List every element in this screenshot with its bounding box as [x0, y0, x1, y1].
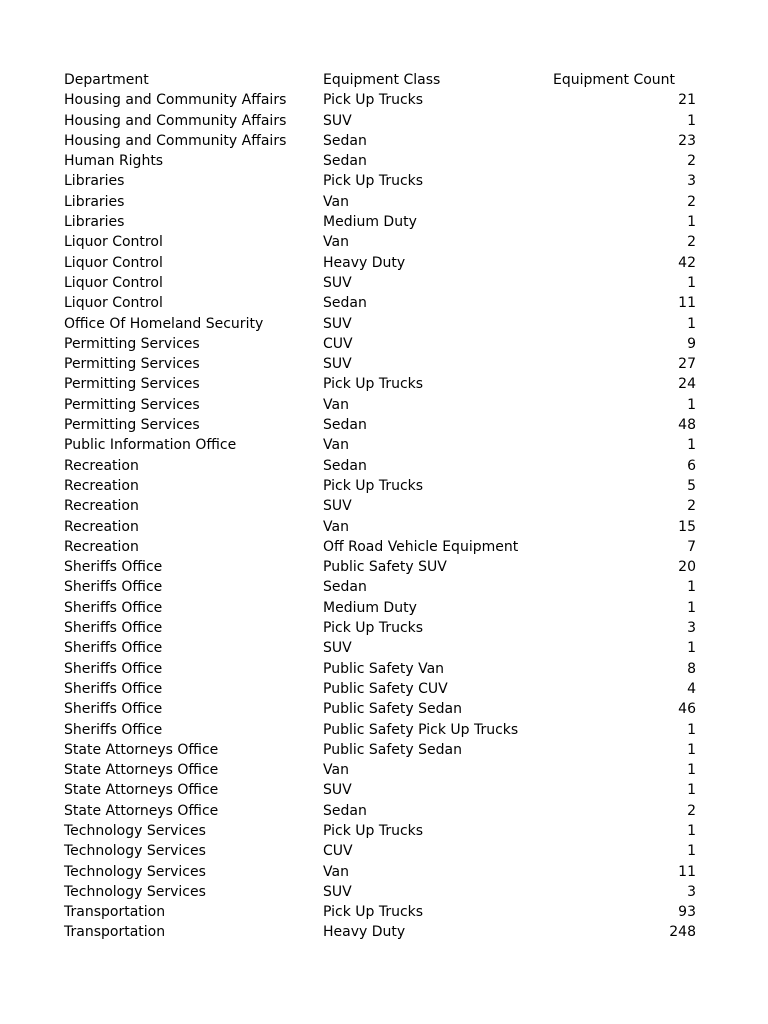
cell-equipment-class: Sedan	[323, 802, 367, 819]
cell-equipment-count: 1	[687, 112, 696, 129]
cell-equipment-class: Heavy Duty	[323, 924, 406, 941]
cell-equipment-class: Public Safety Sedan	[323, 701, 462, 718]
cell-equipment-count: 248	[669, 924, 696, 941]
cell-equipment-count: 46	[678, 701, 696, 718]
cell-equipment-count: 1	[687, 843, 696, 860]
cell-equipment-count: 1	[687, 437, 696, 454]
cell-department: Liquor Control	[64, 234, 163, 251]
cell-equipment-count: 7	[687, 538, 696, 555]
table-row	[64, 111, 704, 131]
cell-equipment-count: 21	[678, 92, 696, 109]
cell-department: Technology Services	[64, 822, 206, 839]
cell-equipment-class: Van	[323, 762, 349, 779]
table-row	[64, 476, 704, 496]
cell-department: Permitting Services	[64, 396, 200, 413]
table-row	[64, 456, 704, 476]
table-row	[64, 151, 704, 171]
table-row	[64, 435, 704, 455]
cell-equipment-class: Pick Up Trucks	[323, 620, 424, 637]
table-row	[64, 374, 704, 394]
cell-equipment-class: Public Safety SUV	[323, 559, 447, 576]
cell-equipment-class: Pick Up Trucks	[323, 173, 424, 190]
cell-equipment-count: 2	[687, 802, 696, 819]
cell-equipment-count: 1	[687, 782, 696, 799]
cell-equipment-class: Sedan	[323, 457, 367, 474]
table-row	[64, 922, 704, 942]
cell-equipment-count: 5	[687, 477, 696, 494]
table-row	[64, 90, 704, 110]
cell-equipment-count: 3	[687, 620, 696, 637]
cell-department: Sheriffs Office	[64, 680, 163, 697]
table-row	[64, 882, 704, 902]
cell-department: Recreation	[64, 538, 139, 555]
cell-equipment-class: Pick Up Trucks	[323, 92, 424, 109]
cell-department: Permitting Services	[64, 417, 200, 434]
cell-equipment-count: 1	[687, 315, 696, 332]
cell-equipment-count: 42	[678, 254, 696, 271]
cell-equipment-class: Medium Duty	[323, 214, 417, 231]
table-body	[64, 90, 704, 942]
cell-department: Transportation	[64, 904, 166, 921]
table-row	[64, 760, 704, 780]
table-row	[64, 395, 704, 415]
table-row	[64, 659, 704, 679]
cell-equipment-count: 24	[678, 376, 696, 393]
cell-equipment-class: Public Safety Van	[323, 660, 445, 677]
cell-equipment-count: 1	[687, 721, 696, 738]
cell-equipment-count: 1	[687, 579, 696, 596]
cell-equipment-class: CUV	[323, 843, 353, 860]
cell-department: Libraries	[64, 173, 125, 190]
cell-department: Permitting Services	[64, 356, 200, 373]
cell-equipment-class: SUV	[323, 274, 352, 291]
cell-department: Office Of Homeland Security	[64, 315, 264, 332]
cell-department: State Attorneys Office	[64, 802, 219, 819]
table-row	[64, 821, 704, 841]
cell-equipment-class: Sedan	[323, 295, 367, 312]
cell-equipment-class: Van	[323, 518, 349, 535]
cell-department: Technology Services	[64, 843, 206, 860]
cell-equipment-class: Sedan	[323, 132, 367, 149]
cell-equipment-class: Pick Up Trucks	[323, 376, 424, 393]
header-equipment-class: Equipment Class	[323, 72, 441, 88]
cell-equipment-class: Public Safety Sedan	[323, 741, 462, 758]
cell-equipment-class: SUV	[323, 782, 352, 799]
cell-equipment-class: Van	[323, 396, 349, 413]
cell-department: Transportation	[64, 924, 166, 941]
equipment-table	[64, 70, 704, 943]
cell-equipment-class: SUV	[323, 498, 352, 515]
cell-equipment-count: 15	[678, 518, 696, 535]
cell-department: Recreation	[64, 477, 139, 494]
cell-department: State Attorneys Office	[64, 741, 219, 758]
cell-department: Technology Services	[64, 883, 206, 900]
cell-department: Sheriffs Office	[64, 721, 163, 738]
cell-equipment-class: Medium Duty	[323, 599, 417, 616]
cell-department: State Attorneys Office	[64, 782, 219, 799]
table-row	[64, 577, 704, 597]
cell-equipment-class: Off Road Vehicle Equipment	[323, 538, 519, 555]
cell-department: Sheriffs Office	[64, 660, 163, 677]
cell-department: Liquor Control	[64, 254, 163, 271]
table-row	[64, 638, 704, 658]
cell-equipment-class: Van	[323, 437, 349, 454]
cell-equipment-class: SUV	[323, 112, 352, 129]
table-row	[64, 517, 704, 537]
table-row	[64, 131, 704, 151]
cell-equipment-class: SUV	[323, 640, 352, 657]
table-row	[64, 273, 704, 293]
table-row	[64, 192, 704, 212]
cell-equipment-count: 4	[687, 680, 696, 697]
cell-equipment-count: 1	[687, 396, 696, 413]
cell-equipment-count: 8	[687, 660, 696, 677]
cell-equipment-class: SUV	[323, 356, 352, 373]
cell-department: Sheriffs Office	[64, 579, 163, 596]
cell-equipment-class: Van	[323, 863, 349, 880]
cell-department: Recreation	[64, 498, 139, 515]
cell-equipment-class: Sedan	[323, 153, 367, 170]
table-row	[64, 598, 704, 618]
table-row	[64, 314, 704, 334]
table-row	[64, 537, 704, 557]
cell-department: Sheriffs Office	[64, 640, 163, 657]
cell-equipment-class: Sedan	[323, 417, 367, 434]
table-row	[64, 801, 704, 821]
cell-department: Permitting Services	[64, 376, 200, 393]
cell-equipment-count: 3	[687, 173, 696, 190]
cell-equipment-class: Heavy Duty	[323, 254, 406, 271]
header-department: Department	[64, 72, 149, 88]
cell-equipment-class: SUV	[323, 315, 352, 332]
table-row	[64, 780, 704, 800]
cell-equipment-count: 2	[687, 193, 696, 210]
cell-equipment-class: Van	[323, 193, 349, 210]
cell-department: Public Information Office	[64, 437, 237, 454]
table-row	[64, 862, 704, 882]
table-row	[64, 171, 704, 191]
cell-department: Sheriffs Office	[64, 599, 163, 616]
cell-equipment-class: Public Safety Pick Up Trucks	[323, 721, 519, 738]
cell-department: Liquor Control	[64, 274, 163, 291]
cell-equipment-count: 1	[687, 640, 696, 657]
table-row	[64, 253, 704, 273]
cell-equipment-count: 1	[687, 741, 696, 758]
cell-equipment-count: 3	[687, 883, 696, 900]
cell-equipment-count: 48	[678, 417, 696, 434]
table-header-row	[64, 70, 704, 90]
cell-equipment-count: 6	[687, 457, 696, 474]
cell-equipment-count: 1	[687, 274, 696, 291]
cell-equipment-count: 9	[687, 335, 696, 352]
table-row	[64, 212, 704, 232]
cell-department: Sheriffs Office	[64, 620, 163, 637]
table-row	[64, 354, 704, 374]
header-equipment-count: Equipment Count	[553, 72, 676, 88]
cell-department: State Attorneys Office	[64, 762, 219, 779]
cell-equipment-count: 1	[687, 599, 696, 616]
cell-equipment-count: 11	[678, 863, 696, 880]
table-row	[64, 415, 704, 435]
cell-equipment-count: 2	[687, 153, 696, 170]
cell-equipment-count: 2	[687, 234, 696, 251]
cell-department: Human Rights	[64, 153, 164, 170]
cell-department: Housing and Community Affairs	[64, 112, 287, 129]
table-row	[64, 679, 704, 699]
cell-equipment-count: 23	[678, 132, 696, 149]
cell-equipment-count: 27	[678, 356, 696, 373]
cell-department: Housing and Community Affairs	[64, 92, 287, 109]
table-row	[64, 740, 704, 760]
table-row	[64, 334, 704, 354]
table-row	[64, 557, 704, 577]
cell-equipment-class: SUV	[323, 883, 352, 900]
table-row	[64, 699, 704, 719]
cell-department: Recreation	[64, 518, 139, 535]
table-row	[64, 293, 704, 313]
cell-equipment-class: Van	[323, 234, 349, 251]
table-row	[64, 232, 704, 252]
table-row	[64, 496, 704, 516]
cell-equipment-class: CUV	[323, 335, 353, 352]
cell-department: Libraries	[64, 193, 125, 210]
cell-department: Permitting Services	[64, 335, 200, 352]
cell-equipment-class: Pick Up Trucks	[323, 822, 424, 839]
table-row	[64, 618, 704, 638]
table-row	[64, 902, 704, 922]
cell-department: Sheriffs Office	[64, 701, 163, 718]
table-row	[64, 720, 704, 740]
table-row	[64, 841, 704, 861]
cell-equipment-count: 2	[687, 498, 696, 515]
cell-department: Liquor Control	[64, 295, 163, 312]
cell-equipment-count: 1	[687, 762, 696, 779]
cell-equipment-count: 11	[678, 295, 696, 312]
cell-department: Libraries	[64, 214, 125, 231]
cell-department: Sheriffs Office	[64, 559, 163, 576]
cell-equipment-class: Pick Up Trucks	[323, 477, 424, 494]
cell-department: Recreation	[64, 457, 139, 474]
cell-department: Technology Services	[64, 863, 206, 880]
cell-equipment-count: 1	[687, 822, 696, 839]
cell-equipment-count: 20	[678, 559, 696, 576]
cell-equipment-class: Pick Up Trucks	[323, 904, 424, 921]
cell-equipment-count: 93	[678, 904, 696, 921]
cell-equipment-count: 1	[687, 214, 696, 231]
cell-department: Housing and Community Affairs	[64, 132, 287, 149]
cell-equipment-class: Public Safety CUV	[323, 680, 448, 697]
cell-equipment-class: Sedan	[323, 579, 367, 596]
